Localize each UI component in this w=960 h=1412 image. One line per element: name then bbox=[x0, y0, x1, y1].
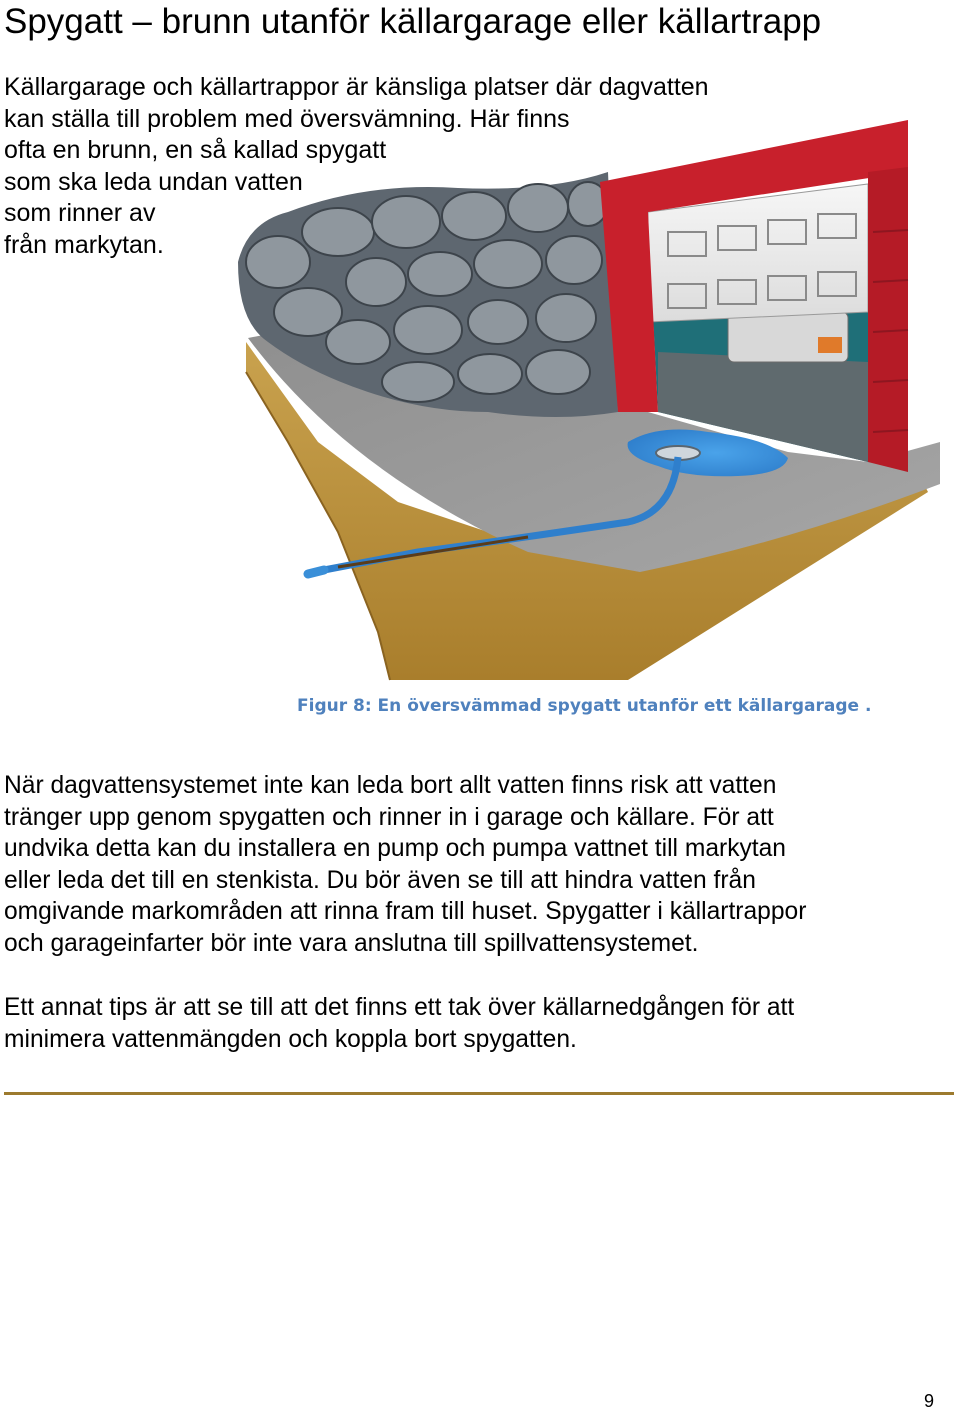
figure-caption: Figur 8: En översvämmad spygatt utanför ett källargarage . bbox=[297, 696, 872, 716]
intro-line: Källargarage och källartrappor är känsliga platser där dagvatten bbox=[4, 73, 709, 101]
intro-line: ofta en brunn, en så kallad spygatt bbox=[4, 136, 387, 165]
body-paragraph bbox=[4, 770, 954, 960]
paragraph-line: När dagvattensystemet inte kan leda bort allt vatten finns risk att vatten bbox=[4, 772, 777, 799]
garage-drain-illustration bbox=[228, 112, 944, 684]
tip-paragraph bbox=[4, 992, 954, 1055]
page-number: 9 bbox=[924, 1391, 935, 1411]
section-divider bbox=[4, 1092, 954, 1095]
intro-line: som rinner av bbox=[4, 199, 156, 228]
intro-line: som ska leda undan vatten bbox=[4, 167, 303, 196]
paragraph-line: eller leda det till en stenkista. Du bör även se till att hindra vatten från bbox=[4, 866, 756, 894]
intro-line: kan ställa till problem med översvämning. Här finns bbox=[4, 104, 570, 133]
intro-line: från markytan. bbox=[4, 230, 164, 259]
paragraph-line: minimera vattenmängden och koppla bort spygatten. bbox=[4, 1025, 577, 1053]
paragraph-line: undvika detta kan du installera en pump och pumpa vattnet till markytan bbox=[4, 835, 786, 863]
page-title: Spygatt – brunn utanför källargarage eller källartrapp bbox=[4, 2, 822, 41]
paragraph-line: tränger upp genom spygatten och rinner in i garage och källare. För att bbox=[4, 803, 774, 831]
paragraph-line: Ett annat tips är att se till att det finns ett tak över källarnedgången för att bbox=[4, 994, 795, 1021]
paragraph-line: omgivande markområden att rinna fram till huset. Spygatter i källartrappor bbox=[4, 898, 807, 926]
paragraph-line: och garageinfarter bör inte vara anslutna till spillvattensystemet. bbox=[4, 929, 699, 957]
